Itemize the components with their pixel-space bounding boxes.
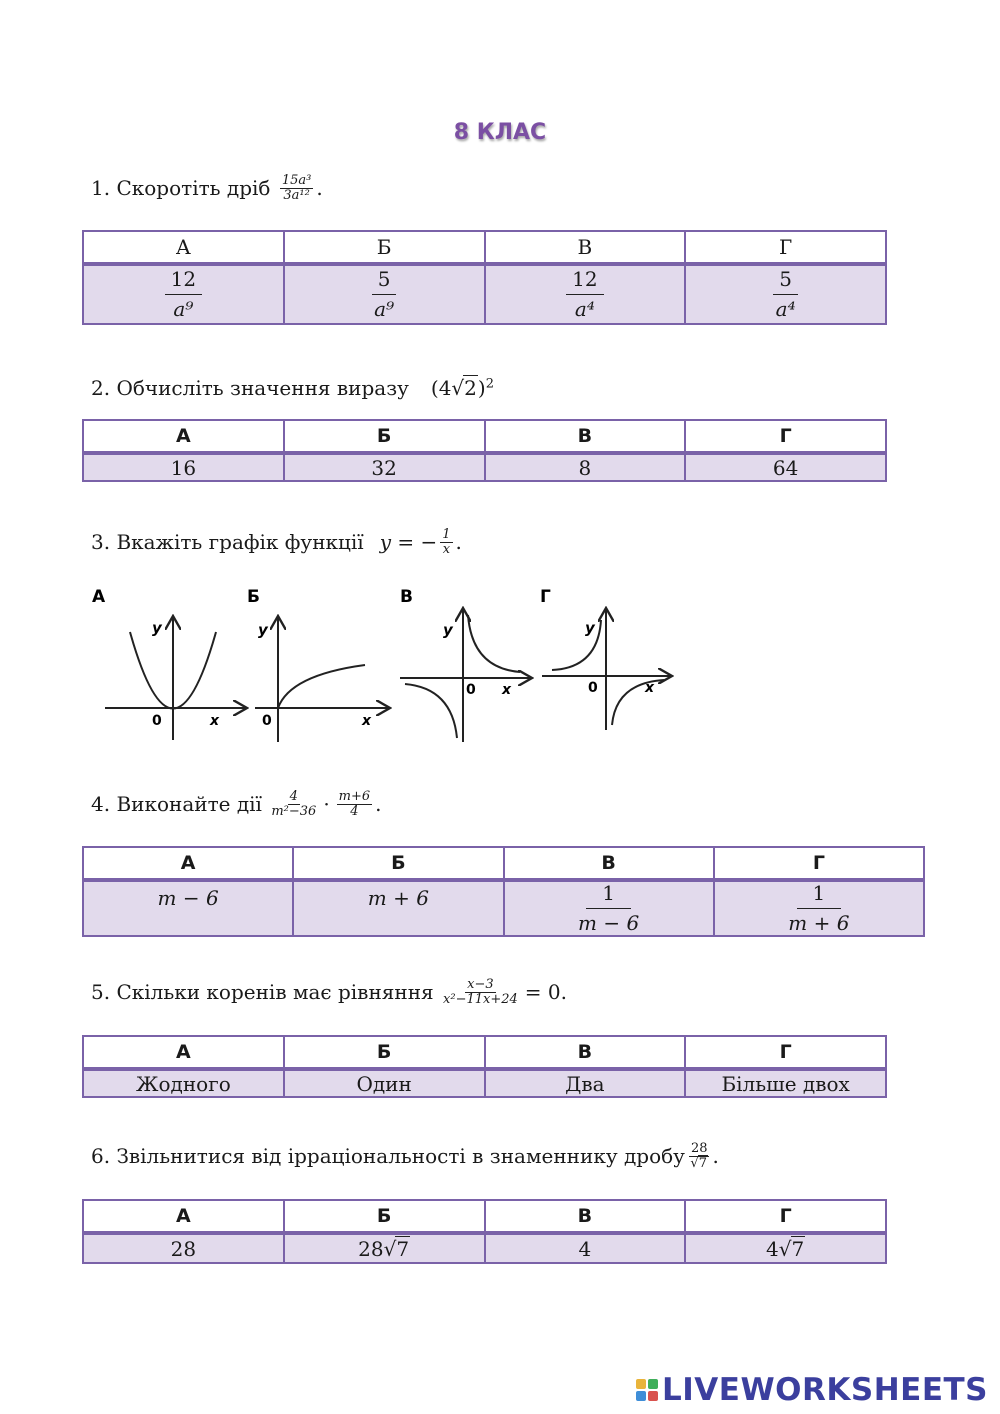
- q1-answer-g[interactable]: $\frac{5}{\text{a⁴}}$: [685, 264, 886, 324]
- question-2: 2. Обчисліть значення виразу $(4√2)^2$: [91, 376, 494, 400]
- question-6: 6. Звільнитися від ірраціональності в знаменнику дробу $\frac{28}{√7}$ .: [91, 1141, 719, 1171]
- question-4: 4. Виконайте дії $\frac{4}{\text{m²−36}}$ · $\frac{m+6}{4}$ .: [91, 789, 382, 819]
- svg-text:x: x: [210, 713, 220, 729]
- svg-text:А: А: [92, 587, 106, 607]
- q3-fraction: $\frac{1}{x}$: [442, 527, 451, 557]
- q1-header-b: Б: [284, 231, 485, 264]
- q6-answer-g[interactable]: 4√7: [685, 1233, 886, 1263]
- q5-answer-v[interactable]: Два: [485, 1069, 686, 1097]
- q4-answer-b[interactable]: m + 6: [293, 880, 503, 936]
- svg-text:x: x: [645, 680, 655, 696]
- q5-header-g: Г: [685, 1036, 886, 1069]
- q4-fraction-2: $\frac{m+6}{4}$: [338, 789, 371, 819]
- svg-text:y: y: [258, 621, 268, 639]
- q5-answer-a[interactable]: Жодного: [83, 1069, 284, 1097]
- page-title: 8 КЛАС: [453, 120, 547, 145]
- q2-answer-g[interactable]: 64: [685, 453, 886, 481]
- q6-answer-b[interactable]: 28√7: [284, 1233, 485, 1263]
- q4-fraction-1: $\frac{4}{\text{m²−36}}$: [271, 789, 317, 819]
- question-5: 5. Скільки коренів має рівняння $\frac{x-3}{\text{x²−11x+24}}$ = 0.: [91, 977, 567, 1007]
- q2-header-g: Г: [685, 420, 886, 453]
- question-1: 1. Скоротіть дріб $\frac{\text{15a³}}{\text{3a¹²}}$ .: [91, 173, 323, 203]
- q1-answer-a[interactable]: $\frac{12}{\text{a⁹}}$: [83, 264, 284, 324]
- q2-expression: $(4√2)^2$: [430, 376, 494, 400]
- q6-header-g: Г: [685, 1200, 886, 1233]
- q2-answer-b[interactable]: 32: [284, 453, 485, 481]
- q3-graphs: [90, 580, 680, 745]
- graph-a[interactable]: [92, 587, 245, 740]
- q6-answer-a[interactable]: 28: [83, 1233, 284, 1263]
- q5-answer-table: [82, 1035, 887, 1098]
- q4-answer-table: [82, 846, 925, 937]
- svg-text:y: y: [585, 619, 595, 637]
- svg-text:0: 0: [588, 680, 598, 696]
- q2-header-v: В: [485, 420, 686, 453]
- logo-icon: [636, 1379, 658, 1401]
- svg-text:Г: Г: [540, 587, 551, 607]
- q4-answer-a[interactable]: m − 6: [83, 880, 293, 936]
- q6-fraction: $\frac{28}{√7}$: [690, 1141, 708, 1171]
- q1-answer-b[interactable]: $\frac{5}{\text{a⁹}}$: [284, 264, 485, 324]
- q2-answer-table: [82, 419, 887, 482]
- graph-b[interactable]: [247, 587, 388, 742]
- graph-g[interactable]: [540, 587, 670, 730]
- q5-header-b: Б: [284, 1036, 485, 1069]
- q1-fraction: $\frac{\text{15a³}}{\text{3a¹²}}$: [281, 173, 312, 203]
- graph-v[interactable]: [400, 587, 530, 742]
- q2-answer-a[interactable]: 16: [83, 453, 284, 481]
- svg-text:x: x: [502, 682, 512, 698]
- svg-text:0: 0: [152, 713, 162, 729]
- q4-answer-v[interactable]: $\frac{1}{m - 6}$: [504, 880, 714, 936]
- svg-text:y: y: [152, 619, 162, 637]
- q1-header-g: Г: [685, 231, 886, 264]
- svg-text:0: 0: [466, 682, 476, 698]
- q4-answer-g[interactable]: $\frac{1}{m + 6}$: [714, 880, 924, 936]
- q4-header-v: В: [504, 847, 714, 880]
- q1-header-a: А: [83, 231, 284, 264]
- q2-answer-v[interactable]: 8: [485, 453, 686, 481]
- q6-header-v: В: [485, 1200, 686, 1233]
- q1-answer-table: [82, 230, 887, 325]
- q5-header-v: В: [485, 1036, 686, 1069]
- q5-fraction: $\frac{x-3}{\text{x²−11x+24}}$: [443, 977, 518, 1007]
- q5-header-a: А: [83, 1036, 284, 1069]
- question-3: 3. Вкажіть графік функції y = − $\frac{1}{x}$ .: [91, 527, 462, 557]
- q2-header-a: А: [83, 420, 284, 453]
- q4-header-b: Б: [293, 847, 503, 880]
- svg-text:y: y: [443, 621, 453, 639]
- q6-header-a: А: [83, 1200, 284, 1233]
- q6-header-b: Б: [284, 1200, 485, 1233]
- q2-header-b: Б: [284, 420, 485, 453]
- q6-answer-v[interactable]: 4: [485, 1233, 686, 1263]
- q1-answer-v[interactable]: $\frac{12}{\text{a⁴}}$: [485, 264, 686, 324]
- liveworksheets-logo: LIVEWORKSHEETS: [636, 1372, 988, 1408]
- q4-header-g: Г: [714, 847, 924, 880]
- q5-answer-g[interactable]: Більше двох: [685, 1069, 886, 1097]
- q5-answer-b[interactable]: Один: [284, 1069, 485, 1097]
- q1-header-v: В: [485, 231, 686, 264]
- svg-text:В: В: [400, 587, 413, 607]
- q6-answer-table: [82, 1199, 887, 1264]
- q4-header-a: А: [83, 847, 293, 880]
- svg-text:0: 0: [262, 713, 272, 729]
- svg-text:Б: Б: [247, 587, 260, 607]
- svg-text:x: x: [362, 713, 372, 729]
